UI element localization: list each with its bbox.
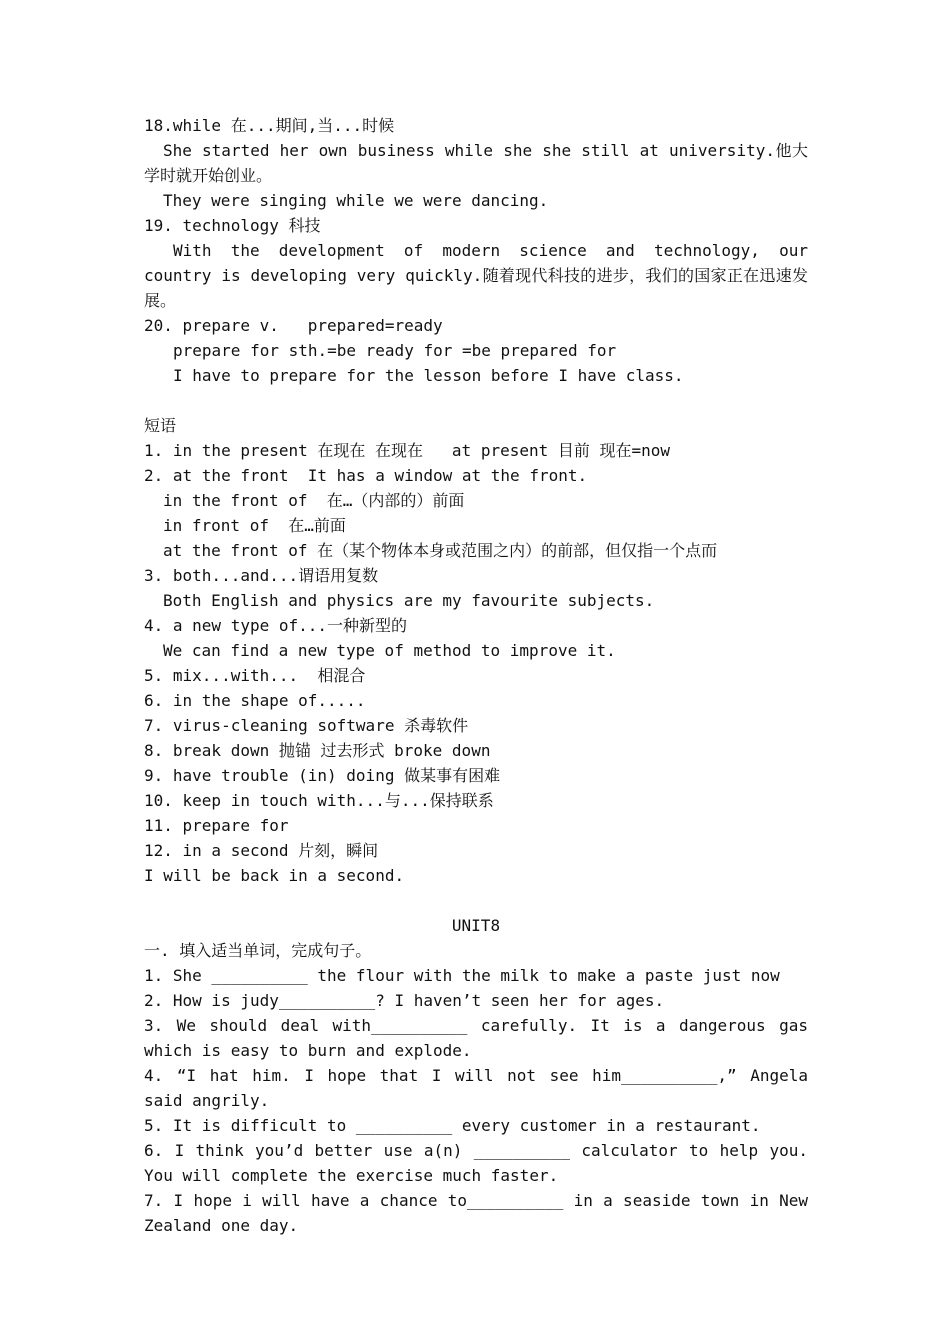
- phrase-line: 3. both...and...谓语用复数: [144, 566, 379, 585]
- phrase-line: 8. break down 抛锚 过去形式 broke down: [144, 741, 491, 760]
- phrase-line: in front of 在…前面: [163, 516, 346, 535]
- vocab-line: They were singing while we were dancing.: [163, 191, 549, 210]
- phrase-line: 11. prepare for: [144, 816, 289, 835]
- spacer: [144, 888, 808, 913]
- phrase-line: 6. in the shape of.....: [144, 691, 366, 710]
- vocab-line: 19. technology 科技: [144, 216, 321, 235]
- phrase-line: We can find a new type of method to improve it.: [163, 641, 616, 660]
- phrase-line: 1. in the present 在现在 在现在 at present 目前 现在=now: [144, 441, 671, 460]
- vocab-line: I have to prepare for the lesson before I have class.: [173, 366, 684, 385]
- section-heading: 短语: [144, 416, 177, 435]
- phrase-line: 7. virus-cleaning software 杀毒软件: [144, 716, 469, 735]
- phrase-line: I will be back in a second.: [144, 866, 405, 885]
- vocab-line: 18.while 在...期间,当...时候: [144, 116, 395, 135]
- vocab-line: With the development of modern science and technology, our country is developing very quickly.随着现代科技的进步，我们的国家正在迅速发展。: [144, 241, 808, 310]
- phrases-section: [144, 413, 808, 888]
- vocab-line: She started her own business while she she still at university.他大学时就开始创业。: [144, 141, 808, 185]
- exercise-heading: 一. 填入适当单词，完成句子。: [144, 941, 372, 960]
- phrase-line: Both English and physics are my favourite subjects.: [163, 591, 655, 610]
- phrase-line: 5. mix...with... 相混合: [144, 666, 366, 685]
- exercise-item: 6. I think you’d better use a(n) __________ calculator to help you. You will complete the exercise much faster.: [144, 1141, 808, 1185]
- vocab-line: 20. prepare v. prepared=ready: [144, 316, 443, 335]
- exercise-item: 4. “I hat him. I hope that I will not see him__________,” Angela said angrily.: [144, 1066, 808, 1110]
- exercise-item: 7. I hope i will have a chance to__________ in a seaside town in New Zealand one day.: [144, 1191, 808, 1235]
- phrase-line: 2. at the front It has a window at the front.: [144, 466, 588, 485]
- vocab-line: prepare for sth.=be ready for =be prepared for: [173, 341, 617, 360]
- phrase-line: 9. have trouble (in) doing 做某事有困难: [144, 766, 501, 785]
- exercise-item: 5. It is difficult to __________ every customer in a restaurant.: [144, 1116, 761, 1135]
- exercise-item: 2. How is judy__________? I haven’t seen her for ages.: [144, 991, 665, 1010]
- phrase-line: at the front of 在（某个物体本身或范围之内）的前部，但仅指一个点而: [163, 541, 718, 560]
- exercise-item: 3. We should deal with__________ carefully. It is a dangerous gas which is easy to burn and explode.: [144, 1016, 808, 1060]
- phrase-line: in the front of 在…（内部的）前面: [163, 491, 465, 510]
- exercise-section: [144, 913, 808, 1238]
- phrase-line: 4. a new type of...一种新型的: [144, 616, 408, 635]
- exercise-item: 1. She __________ the flour with the milk to make a paste just now: [144, 966, 780, 985]
- document-page: [144, 113, 808, 1238]
- spacer: [144, 388, 808, 413]
- phrase-line: 10. keep in touch with...与...保持联系: [144, 791, 494, 810]
- phrase-line: 12. in a second 片刻，瞬间: [144, 841, 379, 860]
- unit-title: UNIT8: [451, 916, 501, 935]
- vocab-section: [144, 113, 808, 388]
